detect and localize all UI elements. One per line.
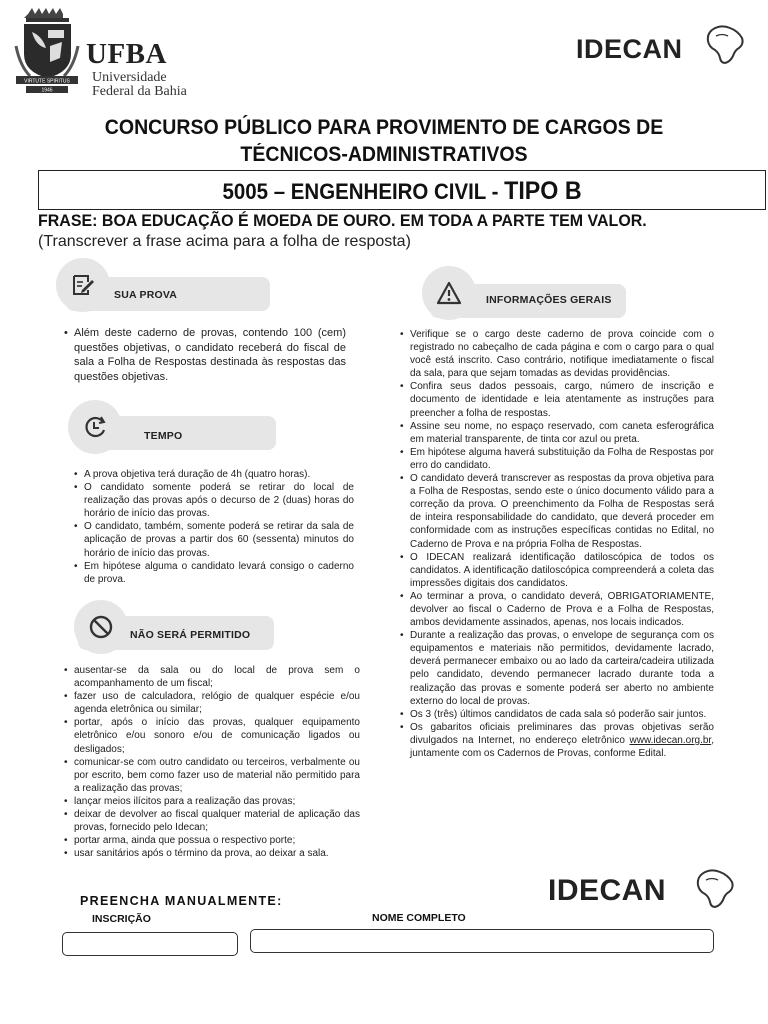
list-item: • portar, após o início das provas, qualquer equipamento eletrônico e/ou sonoro e/ou de comunicação ligados ou desligados; <box>64 716 360 755</box>
list-item: • usar sanitários após o término da prova, ao deixar a sala. <box>64 847 360 860</box>
nao-permitido-icon-badge <box>74 600 128 654</box>
frase-text: FRASE: BOA EDUCAÇÃO É MOEDA DE OURO. EM TODA A PARTE TEM VALOR. <box>38 211 647 230</box>
ufba-line-2: Federal da Bahia <box>92 84 187 99</box>
nome-completo-label: NOME COMPLETO <box>372 912 466 924</box>
tempo-icon-badge <box>68 400 122 454</box>
sua-prova-label: SUA PROVA <box>114 289 178 301</box>
list-item: • Em hipótese alguma o candidato levará consigo o caderno de prova. <box>74 560 354 586</box>
preencha-manualmente-label: PREENCHA MANUALMENTE: <box>80 894 283 908</box>
list-item: • O candidato, também, somente poderá se retirar da sala de aplicação de provas a partir dos 60 (sessenta) minutos do horário de início das provas. <box>74 520 354 559</box>
list-item: • A prova objetiva terá duração de 4h (quatro horas). <box>74 468 354 481</box>
informacoes-gerais-icon-badge <box>422 266 476 320</box>
brazil-map-icon <box>692 866 736 910</box>
informacoes-gerais-list <box>400 328 714 760</box>
nao-permitido-list <box>64 664 360 860</box>
list-item: • Ao terminar a prova, o candidato deverá, OBRIGATORIAMENTE, devolver ao fiscal o Caderno de Prova e a Folha de Respostas, ambos devidamente assinados, apenas, nos locais indicados. <box>400 590 714 629</box>
list-item: • O IDECAN realizará identificação datiloscópica de todos os candidatos. A identificação datiloscópica compreenderá a coleta das impressões digitais dos candidatos. <box>400 551 714 590</box>
tempo-label: TEMPO <box>144 430 183 442</box>
cargo-box <box>38 170 766 210</box>
cargo-title <box>222 177 581 206</box>
transcrever-instruction: (Transcrever a frase acima para a folha de resposta) <box>38 233 411 250</box>
list-item: • Confira seus dados pessoais, cargo, número de inscrição e documento de identidade e leia atentamente as instruções para preencher a folha de respostas. <box>400 380 714 419</box>
list-item: • portar arma, ainda que possua o respectivo porte; <box>64 834 360 847</box>
nome-completo-field[interactable] <box>250 929 714 953</box>
page-title-line-1: CONCURSO PÚBLICO PARA PROVIMENTO DE CARGOS DE <box>104 116 664 139</box>
idecan-wordmark: IDECAN <box>576 34 683 64</box>
nao-permitido-label: NÃO SERÁ PERMITIDO <box>130 629 251 641</box>
list-item: • ausentar-se da sala ou do local de prova sem o acompanhamento de um fiscal; <box>64 664 360 690</box>
ufba-motto: VIRTUTE SPIRITUS <box>24 78 70 85</box>
gabarito-text: Os gabaritos oficiais preliminares das provas objetivas serão divulgados na Internet, no endereço eletrônico <box>410 721 714 746</box>
ufba-crest-icon <box>14 6 80 98</box>
list-item: • Em hipótese alguma haverá substituição da Folha de Respostas por erro do candidato. <box>400 446 714 472</box>
pencil-paper-icon <box>70 272 96 298</box>
idecan-logo-bottom <box>548 866 738 916</box>
sua-prova-text: • Além deste caderno de provas, contendo 100 (cem) questões objetivas, o candidato receberá do fiscal de sala a Folha de Respostas destinada às respostas das questões objetivas. <box>64 326 346 384</box>
inscricao-field[interactable] <box>62 932 238 956</box>
list-item <box>400 721 714 760</box>
cargo-name: 5005 – ENGENHEIRO CIVIL - <box>222 179 505 204</box>
tipo-label: TIPO B <box>504 177 582 205</box>
list-item: • lançar meios ilícitos para a realização das provas; <box>64 795 360 808</box>
list-item: • Durante a realização das provas, o envelope de segurança com os equipamentos e materiais não permitidos, devidamente lacrado, deverá permanecer embaixo ou ao lado da carteira/cadeira utilizada pelo candidato, devendo permanecer lacrado durante toda a realização das provas e somente poderá ser aberto no ambiente externo do local de provas. <box>400 629 714 708</box>
list-item: • Assine seu nome, no espaço reservado, com caneta esferográfica em material transparente, de tinta cor azul ou preta. <box>400 420 714 446</box>
ufba-name: UFBA <box>86 38 167 70</box>
informacoes-gerais-label: INFORMAÇÕES GERAIS <box>486 294 612 306</box>
sua-prova-icon-badge <box>56 258 110 312</box>
inscricao-label: INSCRIÇÃO <box>92 913 151 925</box>
page-title-line-2: TÉCNICOS-ADMINISTRATIVOS <box>240 143 528 166</box>
ufba-year: 1946 <box>41 87 53 94</box>
gabarito-text-end: , juntamente com os Cadernos de Provas, conforme Edital. <box>410 734 714 759</box>
clock-icon <box>82 414 108 440</box>
ufba-line-1: Universidade <box>92 70 167 85</box>
list-item: • fazer uso de calculadora, relógio de qualquer espécie e/ou agenda eletrônica ou similar; <box>64 690 360 716</box>
list-item: • Os 3 (três) últimos candidatos de cada sala só poderão sair juntos. <box>400 708 714 721</box>
list-item: • deixar de devolver ao fiscal qualquer material de aplicação das provas, fornecido pelo Idecan; <box>64 808 360 834</box>
idecan-wordmark: IDECAN <box>548 874 667 907</box>
list-item: • O candidato deverá transcrever as respostas da prova objetiva para a Folha de Respostas, sendo este o único documento válido para a correção da prova. O preenchimento da Folha de Respostas será de inteira responsabilidade do candidato, que deverá proceder em conformidade com as instruções específicas contidas no Edital, no Caderno de Prova e na própria Folha de Respostas. <box>400 472 714 551</box>
list-item: • Verifique se o cargo deste caderno de prova coincide com o registrado no cabeçalho de cada página e com o cargo para o qual você está inscrito. Caso contrário, notifique imediatamente o fiscal da sala, para que sejam tomadas as devidas providências. <box>400 328 714 380</box>
list-item: • comunicar-se com outro candidato ou terceiros, verbalmente ou por escrito, bem como fazer uso de material não permitido para a realização das provas; <box>64 756 360 795</box>
idecan-logo-top <box>576 22 746 74</box>
ufba-logo <box>14 6 204 100</box>
tempo-list <box>74 468 354 586</box>
idecan-website-link[interactable]: www.idecan.org.br <box>629 734 712 746</box>
brazil-map-icon <box>702 22 746 66</box>
list-item: • O candidato somente poderá se retirar do local de realização das provas após o decurso de 2 (duas) horas do horário de início das provas. <box>74 481 354 520</box>
prohibited-icon <box>88 614 114 640</box>
warning-triangle-icon <box>435 280 463 306</box>
